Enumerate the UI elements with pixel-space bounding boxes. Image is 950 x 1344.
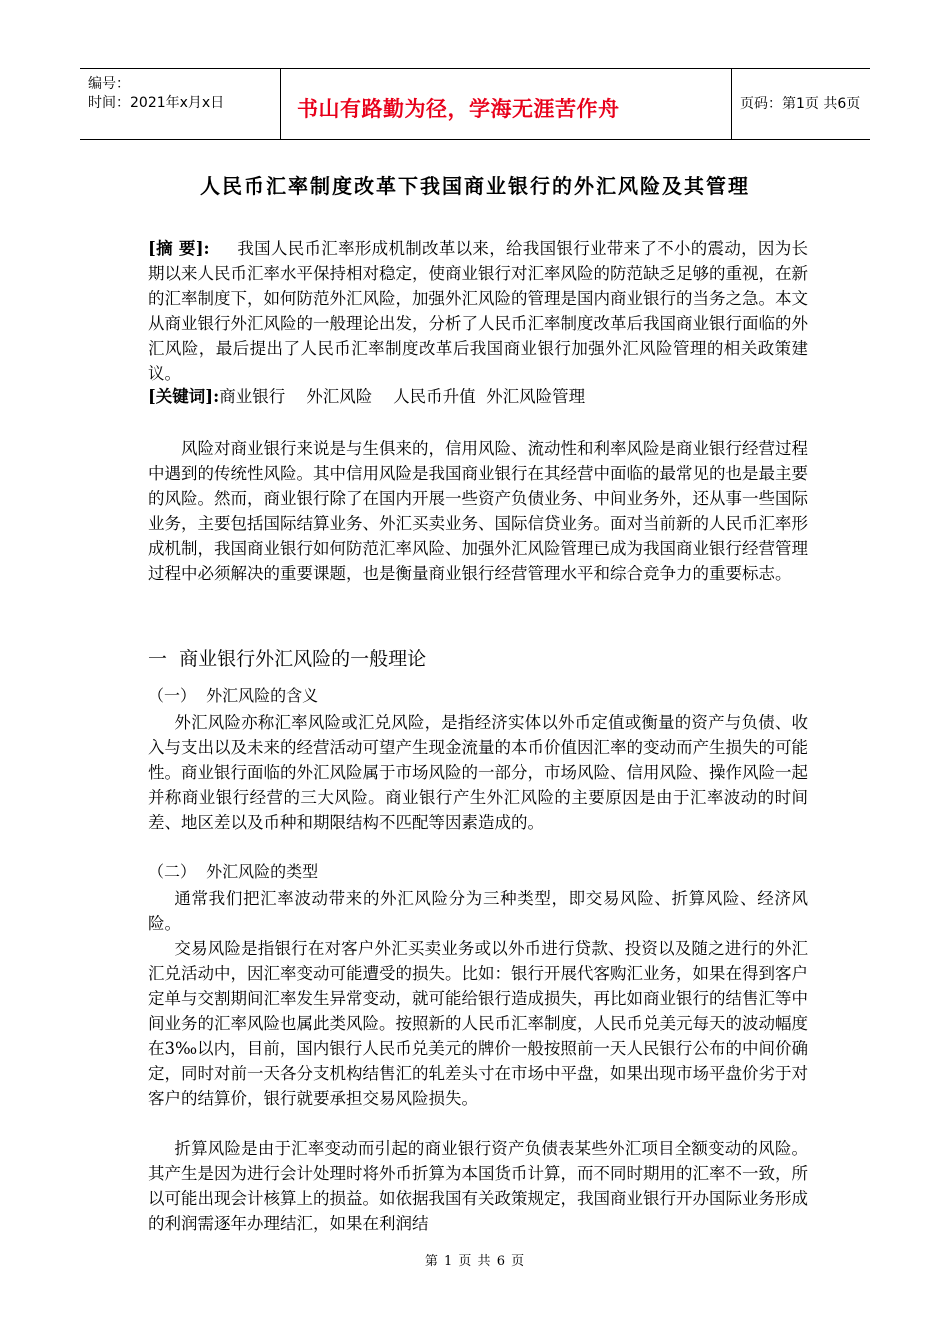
keywords-text: 商业银行 外汇风险 人民币升值 外汇风险管理 <box>219 387 586 406</box>
header-table <box>80 68 870 140</box>
body-paragraph-1: 外汇风险亦称汇率风险或汇兑风险，是指经济实体以外币定值或衡量的资产与负债、收入与支出以及未来的经营活动可望产生现金流量的本币价值因汇率的变动而产生损失的可能性。商业银行面临的外汇风险属于市场风险的一部分，市场风险、信用风险、操作风险一起并称商业银行经营的三大风险。商业银行产生外汇风险的主要原因是由于汇率波动的时间差、地区差以及币种和期限结构不匹配等因素造成的。 <box>148 713 808 832</box>
section-heading: 一 商业银行外汇风险的一般理论 <box>148 648 427 670</box>
intro-paragraph: 风险对商业银行来说是与生俱来的，信用风险、流动性和利率风险是商业银行经营过程中遇到的传统性风险。其中信用风险是我国商业银行在其经营中面临的最常见的也是最主要的风险。然而，商业银行除了在国内开展一些资产负债业务、中间业务外，还从事一些国际业务，主要包括国际结算业务、外汇买卖业务、国际信贷业务。面对当前新的人民币汇率形成机制，我国商业银行如何防范汇率风险、加强外汇风险管理已成为我国商业银行经营管理过程中必须解决的重要课题，也是衡量商业银行经营管理水平和综合竞争力的重要标志。 <box>148 439 808 583</box>
body-paragraph-3: 交易风险是指银行在对客户外汇买卖业务或以外币进行贷款、投资以及随之进行的外汇汇兑活动中，因汇率变动可能遭受的损失。比如：银行开展代客购汇业务，如果在得到客户定单与交割期间汇率发生异常变动，就可能给银行造成损失，再比如商业银行的结售汇等中间业务的汇率风险也属此类风险。按照新的人民币汇率制度，人民币兑美元每天的波动幅度在3‰以内，目前，国内银行人民币兑美元的牌价一般按照前一天人民银行公布的中间价确定，同时对前一天各分支机构结售汇的轧差头寸在市场中平盘，如果出现市场平盘价劣于对客户的结算价，银行就要承担交易风险损失。 <box>148 939 808 1108</box>
doc-number-label: 编号： <box>88 76 130 92</box>
header-motto-cell <box>280 69 732 139</box>
header-meta <box>80 69 280 139</box>
abstract-paragraph <box>148 236 808 386</box>
keywords-label: [关键词]: <box>148 387 220 406</box>
doc-date-label: 时间：2021年x月x日 <box>88 95 225 111</box>
header-motto: 书山有路勤为径，学海无涯苦作舟 <box>297 97 620 121</box>
subsection-heading-2: （二） 外汇风险的类型 <box>148 862 319 881</box>
body-paragraph-2: 通常我们把汇率波动带来的外汇风险分为三种类型，即交易风险、折算风险、经济风险。 <box>148 889 808 933</box>
keywords-line <box>148 384 585 409</box>
page-footer: 第 1 页 共 6 页 <box>424 1254 526 1269</box>
abstract-text: 我国人民币汇率形成机制改革以来，给我国银行业带来了不小的震动，因为长期以来人民币汇率水平保持相对稳定，使商业银行对汇率风险的防范缺乏足够的重视，在新的汇率制度下，如何防范外汇风险，加强外汇风险的管理是国内商业银行的当务之急。本文从商业银行外汇风险的一般理论出发，分析了人民币汇率制度改革后我国商业银行面临的外汇风险，最后提出了人民币汇率制度改革后我国商业银行加强外汇风险管理的相关政策建议。 <box>148 239 809 383</box>
document-title: 人民币汇率制度改革下我国商业银行的外汇风险及其管理 <box>200 174 750 198</box>
header-page-info: 页码：第1页 共6页 <box>740 96 861 112</box>
header-page-cell <box>732 69 870 139</box>
subsection-heading-1: （一） 外汇风险的含义 <box>148 686 319 705</box>
abstract-label: [摘 要]: <box>148 239 210 258</box>
body-paragraph-4: 折算风险是由于汇率变动而引起的商业银行资产负债表某些外汇项目全额变动的风险。其产生是因为进行会计处理时将外币折算为本国货币计算，而不同时期用的汇率不一致，所以可能出现会计核算上的损益。如依据我国有关政策规定，我国商业银行开办国际业务形成的利润需逐年办理结汇，如果在利润结 <box>148 1139 808 1233</box>
